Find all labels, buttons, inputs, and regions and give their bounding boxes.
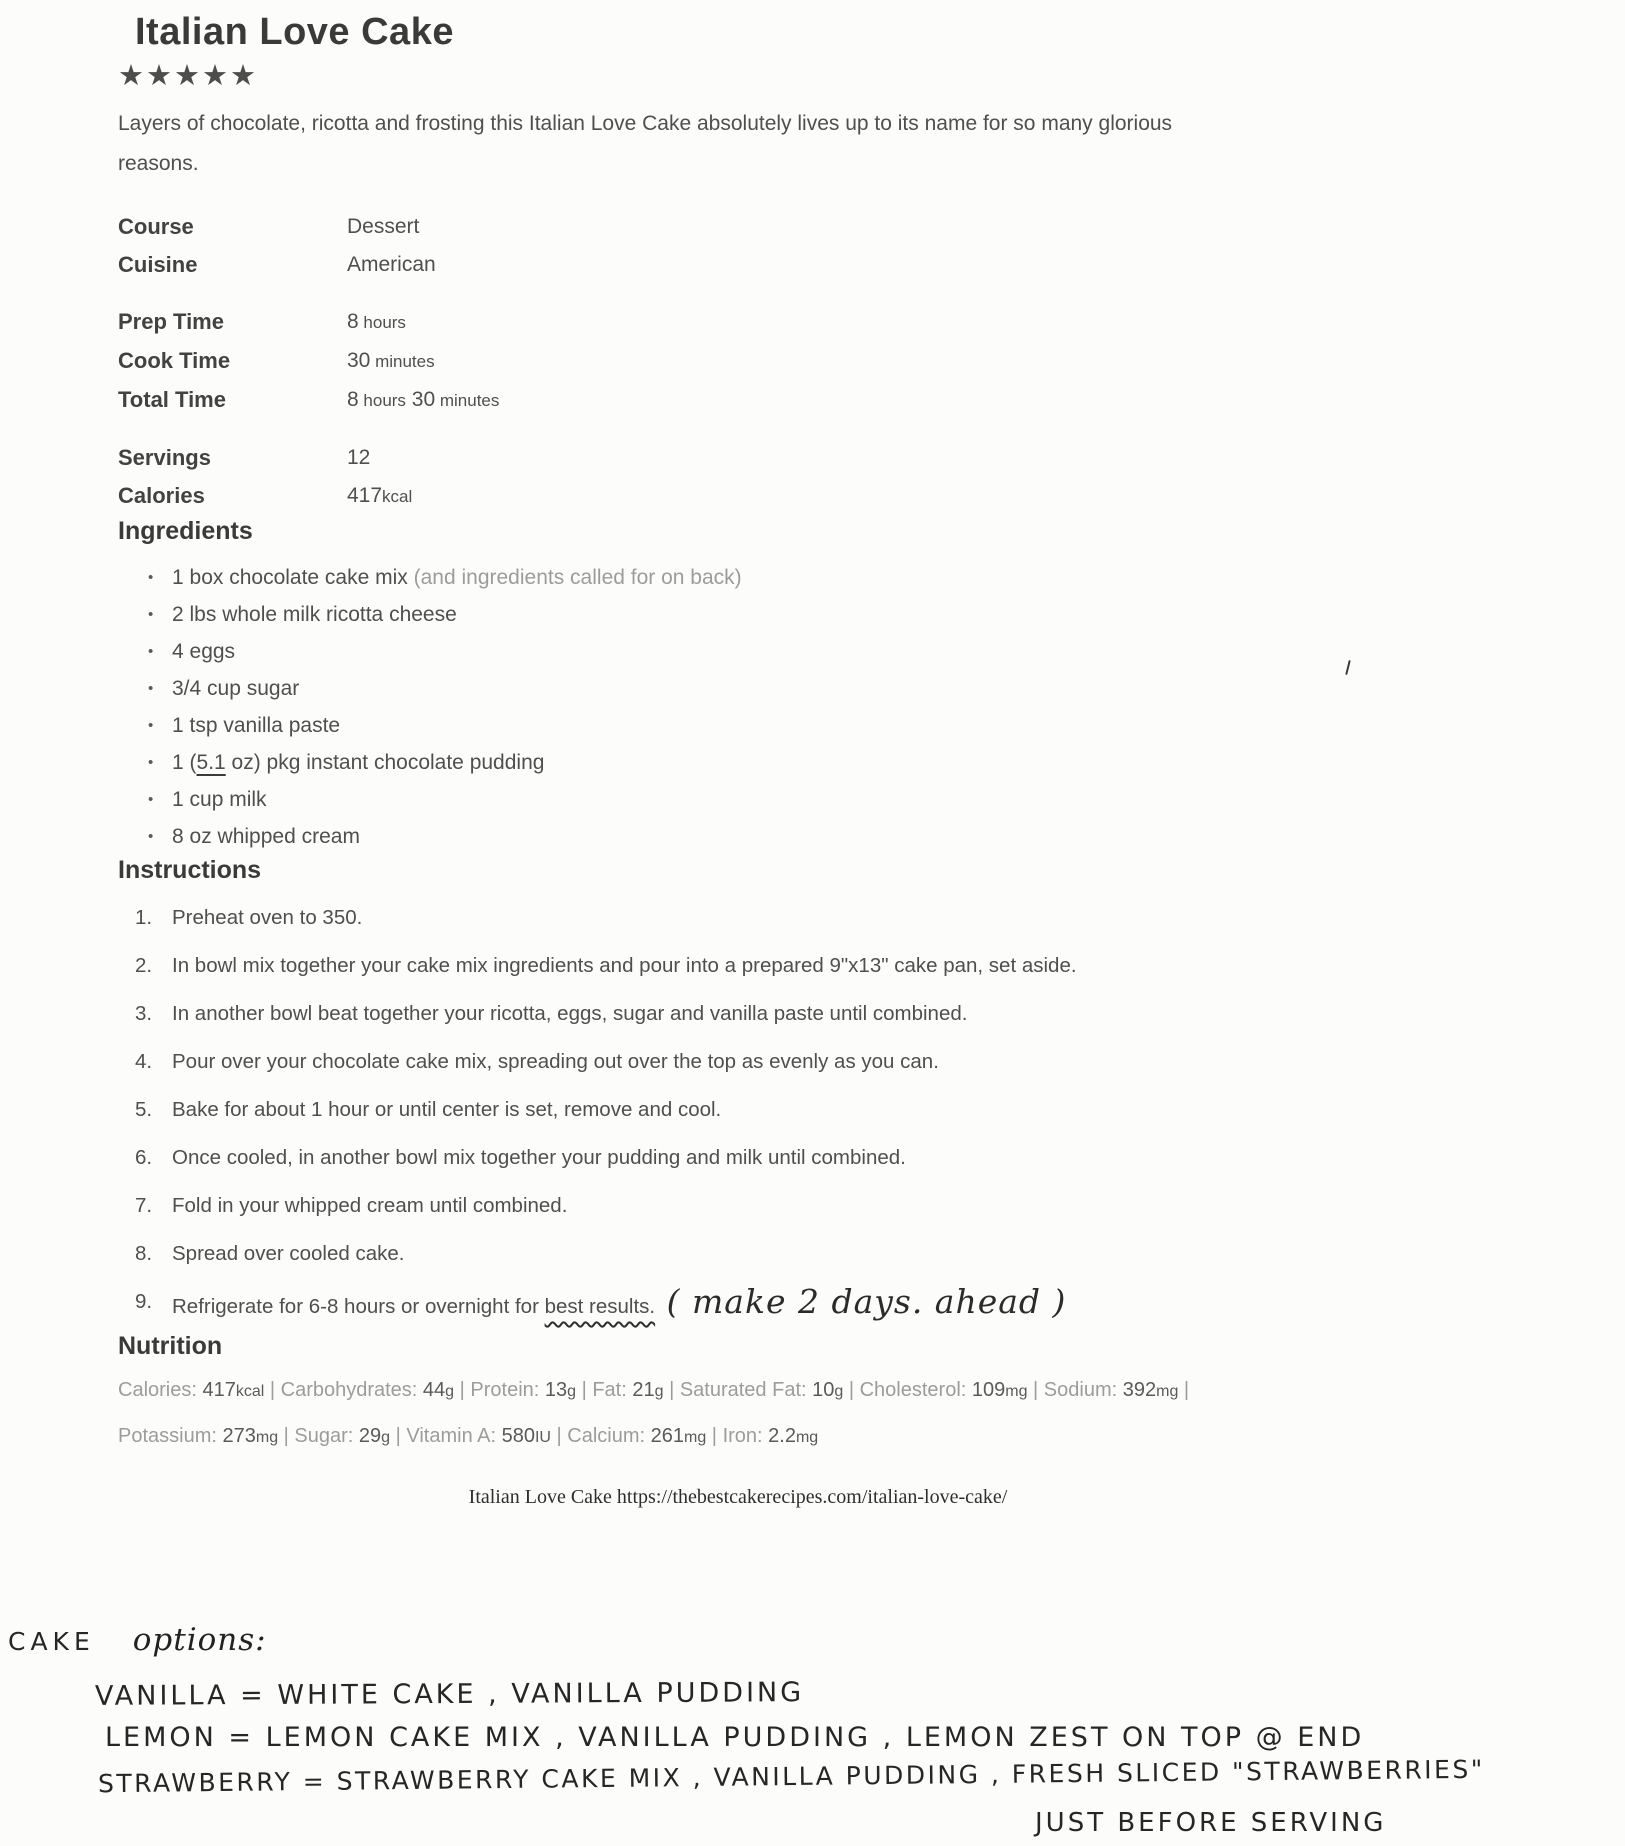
meta-row-servings xyxy=(118,439,1358,477)
nutrition-label: Fat: xyxy=(592,1379,633,1401)
calories-label: Calories xyxy=(118,483,205,508)
instructions-list xyxy=(118,894,1358,1331)
nutrition-separator: | xyxy=(550,1425,568,1447)
nutrition-value: 273 xyxy=(222,1425,256,1447)
nutrition-separator: | xyxy=(1027,1379,1044,1401)
cuisine-value: American xyxy=(347,253,436,276)
instruction-step xyxy=(118,1182,1358,1230)
nutrition-label: Iron: xyxy=(722,1425,769,1447)
nutrition-unit: mg xyxy=(1005,1383,1028,1400)
nutrition-value: 21 xyxy=(632,1379,655,1401)
bullet-icon: • xyxy=(148,569,154,586)
nutrition-value: 392 xyxy=(1122,1379,1157,1401)
nutrition-label: Potassium: xyxy=(118,1425,223,1447)
nutrition-unit: mg xyxy=(255,1429,279,1446)
step-text: Bake for about 1 hour or until center is set, remove and cool. xyxy=(172,1098,722,1121)
nutrition-label: Sugar: xyxy=(294,1425,359,1447)
step-text: Once cooled, in another bowl mix together your pudding and milk until combined. xyxy=(172,1146,906,1169)
nutrition-unit: IU xyxy=(534,1429,551,1446)
nutrition-value: 417 xyxy=(202,1379,236,1401)
cook-time-label: Cook Time xyxy=(118,348,231,373)
nutrition-label: Calcium: xyxy=(567,1425,651,1447)
course-label: Course xyxy=(118,214,194,239)
ingredients-list xyxy=(118,559,1358,855)
recipe-meta xyxy=(118,208,1358,516)
nutrition-label: Saturated Fat: xyxy=(679,1379,813,1401)
cuisine-label: Cuisine xyxy=(118,252,198,277)
nutrition-label: Carbohydrates: xyxy=(280,1379,423,1401)
handwritten-serving-note: JUST BEFORE SERVING xyxy=(1035,1808,1387,1838)
instruction-step xyxy=(118,1038,1358,1086)
instruction-step xyxy=(118,942,1358,990)
instruction-step xyxy=(118,894,1358,942)
instruction-step xyxy=(118,990,1358,1038)
instruction-step xyxy=(118,1230,1358,1278)
rating-stars: ★★★★★ xyxy=(118,58,258,92)
bullet-icon: • xyxy=(148,791,154,808)
nutrition-unit: kcal xyxy=(235,1383,265,1400)
ingredient-text: 1 tsp vanilla paste xyxy=(172,714,341,737)
step-text: Fold in your whipped cream until combined. xyxy=(172,1194,568,1217)
nutrition-value: 10 xyxy=(812,1379,835,1401)
step-number: 6. xyxy=(135,1146,153,1169)
ingredient-item xyxy=(118,744,1358,781)
total-time-label: Total Time xyxy=(118,387,226,412)
recipe-title: Italian Love Cake xyxy=(135,11,454,53)
step-text: In bowl mix together your cake mix ingredients and pour into a prepared 9"x13" cake pan, set aside. xyxy=(172,954,1077,977)
handwritten-cake-options xyxy=(8,1622,267,1658)
nutrition-unit: mg xyxy=(795,1429,819,1446)
step-number: 4. xyxy=(135,1050,153,1073)
step-number: 1. xyxy=(135,906,153,929)
handwritten-option-strawberry: STRAWBERRY = STRAWBERRY CAKE MIX , VANILLA PUDDING , FRESH SLICED "STRAWBERRIES" xyxy=(97,1754,1485,1799)
step-number: 9. xyxy=(135,1290,153,1313)
bullet-icon: • xyxy=(148,828,154,845)
nutrition-label: Vitamin A: xyxy=(406,1425,502,1447)
nutrition-facts xyxy=(118,1368,1196,1460)
step-number: 3. xyxy=(135,1002,153,1025)
step-text: Spread over cooled cake. xyxy=(172,1242,405,1265)
ingredient-item xyxy=(118,633,1358,670)
meta-row-cuisine xyxy=(118,246,1358,284)
nutrition-label: Calories: xyxy=(118,1379,203,1401)
ingredient-text: 1 box chocolate cake mix (and ingredients called for on back) xyxy=(172,566,742,589)
nutrition-label: Cholesterol: xyxy=(859,1379,972,1401)
nutrition-value: 2.2 xyxy=(768,1425,796,1447)
ingredient-item xyxy=(118,670,1358,707)
bullet-icon: • xyxy=(148,680,154,697)
handwritten-options-label: options: xyxy=(132,1622,267,1658)
nutrition-unit: g xyxy=(654,1383,664,1400)
step-text: Preheat oven to 350. xyxy=(172,906,363,929)
ingredient-item xyxy=(118,707,1358,744)
nutrition-unit: mg xyxy=(684,1429,707,1446)
calories-value: 417kcal xyxy=(347,484,413,507)
nutrition-separator: | xyxy=(278,1425,295,1447)
bullet-icon: • xyxy=(148,643,154,660)
nutrition-value: 109 xyxy=(971,1379,1006,1401)
nutrition-separator: | xyxy=(390,1425,407,1447)
nutrition-separator: | xyxy=(264,1379,281,1401)
meta-row-calories xyxy=(118,477,1358,516)
meta-row-prep-time xyxy=(118,303,1358,342)
ingredient-item xyxy=(118,781,1358,818)
ingredient-text: 2 lbs whole milk ricotta cheese xyxy=(172,603,457,626)
ingredient-text: 8 oz whipped cream xyxy=(172,825,360,848)
nutrition-label: Protein: xyxy=(470,1379,545,1401)
bullet-icon: • xyxy=(148,606,154,623)
prep-time-label: Prep Time xyxy=(118,309,224,334)
handwritten-option-lemon: LEMON = LEMON CAKE MIX , VANILLA PUDDING , LEMON ZEST ON TOP @ END xyxy=(105,1722,1365,1753)
nutrition-unit: g xyxy=(567,1383,577,1400)
meta-gap xyxy=(118,284,1358,303)
instructions-heading: Instructions xyxy=(118,856,262,884)
ingredient-text: 1 (5.1 oz) pkg instant chocolate pudding xyxy=(172,751,545,774)
ingredient-item xyxy=(118,559,1358,596)
ingredients-heading: Ingredients xyxy=(118,517,253,545)
ingredient-text: 3/4 cup sugar xyxy=(172,677,300,700)
nutrition-separator: | xyxy=(454,1379,471,1401)
step-number: 2. xyxy=(135,954,153,977)
nutrition-value: 261 xyxy=(650,1425,685,1447)
step-number: 8. xyxy=(135,1242,153,1265)
bullet-icon: • xyxy=(148,754,154,771)
nutrition-unit: g xyxy=(381,1429,391,1446)
ingredient-item xyxy=(118,818,1358,855)
nutrition-unit: g xyxy=(445,1383,455,1400)
nutrition-label: Sodium: xyxy=(1043,1379,1123,1401)
recipe-content xyxy=(118,10,1358,1509)
meta-row-course xyxy=(118,208,1358,246)
nutrition-separator: | xyxy=(663,1379,680,1401)
nutrition-separator: | xyxy=(843,1379,860,1401)
step-text: In another bowl beat together your ricotta, eggs, sugar and vanilla paste until combined. xyxy=(172,1002,968,1025)
meta-row-cook-time xyxy=(118,342,1358,381)
nutrition-value: 29 xyxy=(358,1425,382,1447)
step-number: 5. xyxy=(135,1098,153,1121)
step-text: Pour over your chocolate cake mix, spreading out over the top as evenly as you can. xyxy=(172,1050,939,1073)
recipe-description: Layers of chocolate, ricotta and frosting this Italian Love Cake absolutely lives up to its name for so many glorious reasons. xyxy=(118,112,1173,175)
nutrition-value: 580 xyxy=(501,1425,535,1447)
ingredient-text: 4 eggs xyxy=(172,640,236,663)
source-citation: Italian Love Cake https://thebestcakerecipes.com/italian-love-cake/ xyxy=(468,1486,1008,1508)
nutrition-separator: | xyxy=(576,1379,593,1401)
course-value: Dessert xyxy=(347,215,420,238)
servings-value: 12 xyxy=(347,446,371,469)
instruction-step xyxy=(118,1278,1358,1331)
nutrition-unit: g xyxy=(834,1383,844,1400)
servings-label: Servings xyxy=(118,445,211,470)
meta-gap xyxy=(118,420,1358,439)
nutrition-separator: | xyxy=(1178,1379,1190,1401)
meta-row-total-time xyxy=(118,381,1358,420)
nutrition-value: 13 xyxy=(544,1379,568,1401)
handwritten-option-vanilla: VANILLA = WHITE CAKE , VANILLA PUDDING xyxy=(94,1677,805,1712)
nutrition-separator: | xyxy=(706,1425,723,1447)
step-number: 7. xyxy=(135,1194,153,1217)
nutrition-heading: Nutrition xyxy=(118,1332,223,1360)
ingredient-item xyxy=(118,596,1358,633)
cook-time-value: 30 minutes xyxy=(347,349,435,372)
handwritten-cake-label: CAKE xyxy=(8,1627,95,1656)
instruction-step xyxy=(118,1134,1358,1182)
prep-time-value: 8 hours xyxy=(347,310,406,333)
step-text: Refrigerate for 6-8 hours or overnight for best results. ( make 2 days. ahead ) xyxy=(172,1282,1067,1321)
bullet-icon: • xyxy=(148,717,154,734)
nutrition-value: 44 xyxy=(422,1379,446,1401)
total-time-value: 8 hours 30 minutes xyxy=(347,388,500,411)
instruction-step xyxy=(118,1086,1358,1134)
nutrition-unit: mg xyxy=(1156,1383,1179,1400)
ingredient-text: 1 cup milk xyxy=(172,788,267,811)
